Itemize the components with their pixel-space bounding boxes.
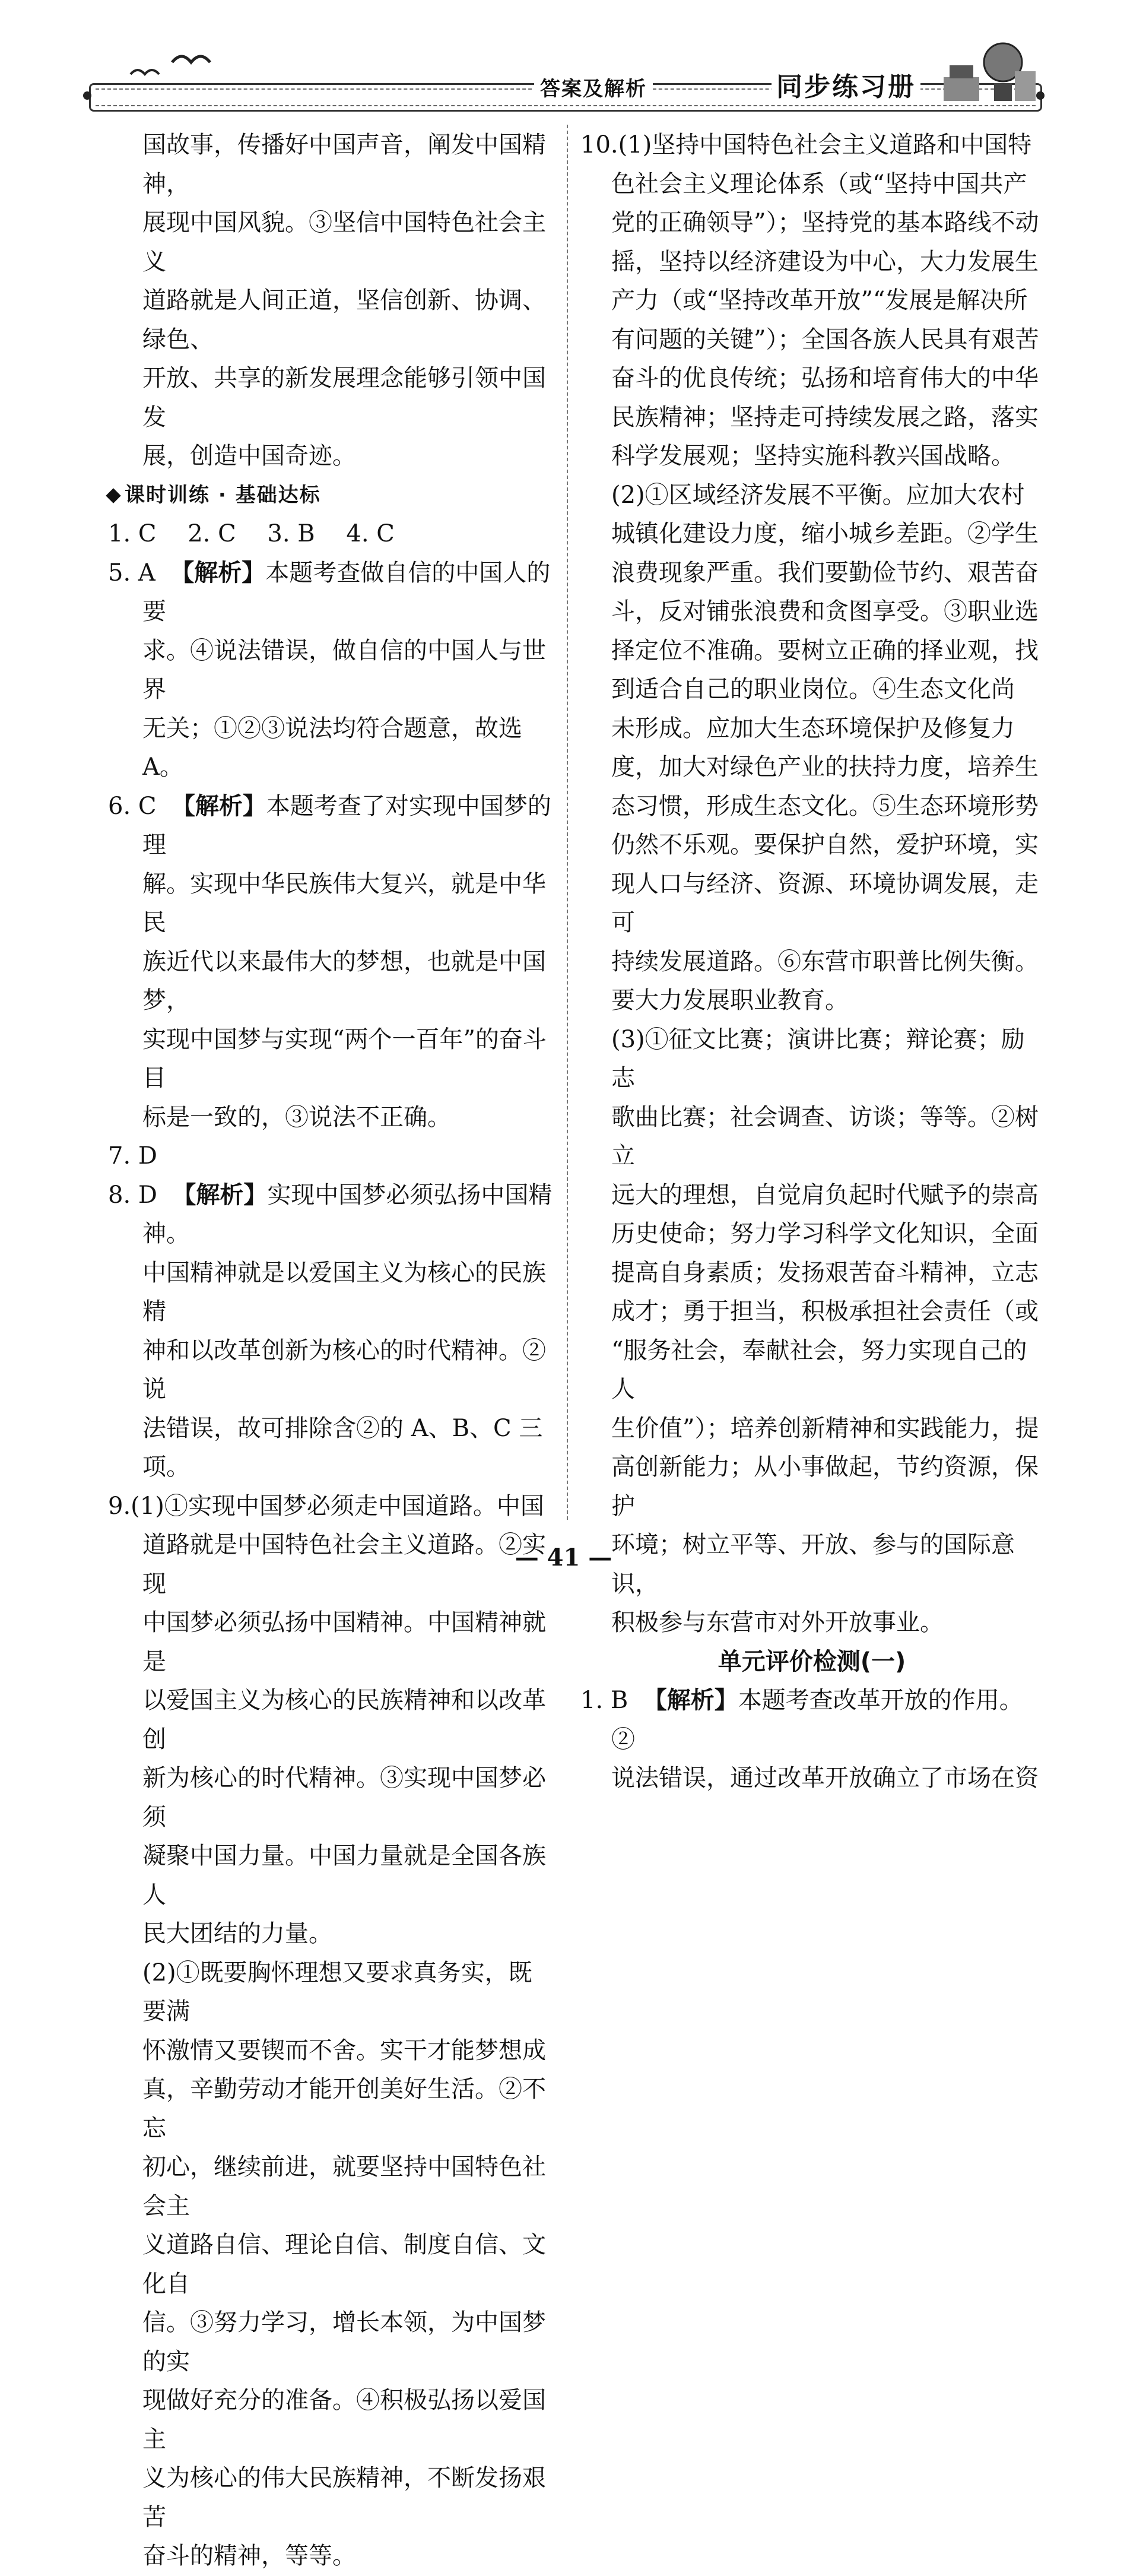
- text-line: 解。实现中华民族伟大复兴，就是中华民: [142, 870, 546, 936]
- column-divider: [567, 125, 568, 1520]
- text-line: 积极参与东营市对外开放事业。: [611, 1609, 944, 1636]
- diamond-icon: [106, 488, 120, 503]
- text-line: 持续发展道路。⑥东营市职普比例失衡。: [611, 948, 1039, 975]
- text-line: 科学发展观；坚持实施科教兴国战略。: [611, 442, 1015, 470]
- text-line: 度，加大对绿色产业的扶持力度，培养生: [611, 753, 1039, 781]
- unit-title: 单元评价检测(一): [718, 1647, 906, 1675]
- text-line: 道路就是中国特色社会主义道路。②实现: [142, 1531, 546, 1598]
- text-line: 成才；勇于担当，积极承担社会责任（或: [611, 1298, 1039, 1325]
- text-line: “服务社会，奉献社会，努力实现自己的人: [611, 1336, 1027, 1403]
- text-line: 党的正确领导”）；坚持党的基本路线不动: [611, 209, 1039, 236]
- text-line: 奋斗的精神，等等。: [142, 2542, 356, 2569]
- text-line: 产力（或“坚持改革开放”“发展是解决所: [611, 287, 1028, 314]
- text-line: 中国梦必须弘扬中国精神。中国精神就是: [142, 1609, 546, 1675]
- text-line: 无关；①②③说法均符合题意，故选 A。: [142, 714, 522, 781]
- text-line: (2)①区域经济发展不平衡。应加大农村: [611, 481, 1025, 509]
- text-line: 中国精神就是以爱国主义为核心的民族精: [142, 1259, 546, 1325]
- text-line: 生价值”）；培养创新精神和实践能力，提: [611, 1414, 1039, 1442]
- text-line: 有问题的关键”）；全国各族人民具有艰苦: [611, 325, 1039, 353]
- text-line: 实现中国梦与实现“两个一百年”的奋斗目: [142, 1025, 547, 1092]
- text-line: 未形成。应加大生态环境保护及修复力: [611, 714, 1015, 742]
- text-line: 凝聚中国力量。中国力量就是全国各族人: [142, 1842, 546, 1909]
- text-line: 说法错误，通过改革开放确立了市场在资: [611, 1764, 1039, 1792]
- text-line: 高创新能力；从小事做起，节约资源，保护: [611, 1453, 1039, 1520]
- text-line: 民族精神；坚持走可持续发展之路，落实: [611, 403, 1039, 431]
- text-line: 要大力发展职业教育。: [611, 987, 849, 1014]
- text-line: 族近代以来最伟大的梦想，也就是中国梦，: [142, 948, 546, 1014]
- text-line: 神和以改革创新为核心的时代精神。②说: [142, 1336, 546, 1403]
- header-center-title: 答案及解析: [534, 72, 653, 102]
- section-heading: 课时训练 · 基础达标: [108, 476, 553, 515]
- text-line: 仍然不乐观。要保护自然，爱护环境，实: [611, 831, 1039, 858]
- text-line: 摇，坚持以经济建设为中心，大力发展生: [611, 248, 1039, 275]
- answer-item: 2. C: [188, 520, 236, 547]
- text-line: 开放、共享的新发展理念能够引领中国发: [142, 365, 546, 431]
- text-line: 义为核心的伟大民族精神，不断发扬艰苦: [142, 2464, 546, 2531]
- dot-icon: [83, 91, 91, 100]
- text-line: 历史使命；努力学习科学文化知识，全面: [611, 1220, 1039, 1247]
- text-line: 城镇化建设力度，缩小城乡差距。②学生: [611, 520, 1039, 547]
- text-line: 以爱国主义为核心的民族精神和以改革创: [142, 1687, 546, 1753]
- text-line: 现人口与经济、资源、环境协调发展，走可: [611, 870, 1039, 936]
- text-line: 现做好充分的准备。④积极弘扬以爱国主: [142, 2387, 546, 2453]
- text-line: (2)①既要胸怀理想又要求真务实，既要满: [142, 1959, 532, 2025]
- text-line: 到适合自己的职业岗位。④生态文化尚: [611, 676, 1015, 703]
- text-line: 信。③努力学习，增长本领，为中国梦的实: [142, 2309, 546, 2375]
- text-line: 新为核心的时代精神。③实现中国梦必须: [142, 1764, 546, 1831]
- text-line: 展，创造中国奇迹。: [142, 442, 356, 470]
- text-line: 民大团结的力量。: [142, 1920, 332, 1947]
- text-line: 择定位不准确。要树立正确的择业观，找: [611, 636, 1039, 664]
- header-book-title: 同步练习册: [772, 65, 920, 103]
- text-line: 歌曲比赛；社会调查、访谈；等等。②树立: [611, 1103, 1039, 1170]
- text-line: 环境；树立平等、开放、参与的国际意识，: [611, 1531, 1015, 1598]
- text-line: 国故事，传播好中国声音，阐发中国精神，: [142, 131, 546, 198]
- text-line: 展现中国风貌。③坚信中国特色社会主义: [142, 209, 546, 275]
- answer-item: 1. C: [108, 520, 157, 547]
- text-line: (3)①征文比赛；演讲比赛；辩论赛；励志: [611, 1025, 1025, 1092]
- answers-row: [108, 515, 553, 554]
- page-number: — 41 —: [515, 1544, 612, 1571]
- text-line: 初心，继续前进，就要坚持中国特色社会主: [142, 2153, 546, 2220]
- text-line: 真，辛勤劳动才能开创美好生活。②不忘: [142, 2076, 546, 2142]
- answer-q5: 5. A 【解析】本题考查做自信的中国人的要: [108, 559, 551, 625]
- text-line: 标是一致的，③说法不正确。: [142, 1103, 451, 1131]
- text-line: 义道路自信、理论自信、制度自信、文化自: [142, 2231, 546, 2298]
- answer-q9: 9.(1)①实现中国梦必须走中国道路。中国: [108, 1492, 544, 1520]
- text-line: 怀激情又要锲而不舍。实干才能梦想成: [142, 2036, 546, 2064]
- answer-q10: 10.(1)坚持中国特色社会主义道路和中国特: [580, 131, 1032, 159]
- answer-q8: 8. D 【解析】实现中国梦必须弘扬中国精神。: [108, 1181, 553, 1247]
- text-line: 色社会主义理论体系（或“坚持中国共产: [611, 170, 1027, 198]
- answer-item: 3. B: [267, 520, 315, 547]
- answer-q6: 6. C 【解析】本题考查了对实现中国梦的理: [108, 792, 551, 858]
- text-line: 道路就是人间正道，坚信创新、协调、绿色、: [142, 287, 546, 353]
- answer-item: 4. C: [346, 520, 395, 547]
- text-line: 态习惯，形成生态文化。⑤生态环境形势: [611, 792, 1039, 820]
- page-header: [83, 42, 1045, 119]
- answer-q7: 7. D: [108, 1142, 157, 1170]
- text-line: 浪费现象严重。我们要勤俭节约、艰苦奋: [611, 559, 1039, 587]
- text-line: 远大的理想，自觉肩负起时代赋予的崇高: [611, 1181, 1039, 1209]
- text-line: 法错误，故可排除含②的 A、B、C 三项。: [142, 1414, 543, 1481]
- answer-u1: 1. B 【解析】本题考查改革开放的作用。②: [580, 1687, 1023, 1753]
- text-line: 求。④说法错误，做自信的中国人与世界: [142, 636, 546, 703]
- text-line: 奋斗的优良传统；弘扬和培育伟大的中华: [611, 365, 1039, 392]
- left-column: [108, 126, 553, 2576]
- globe-books-icon: [938, 36, 1039, 107]
- birds-icon: [119, 42, 226, 89]
- text-line: 提高自身素质；发扬艰苦奋斗精神，立志: [611, 1259, 1039, 1287]
- text-line: 斗，反对铺张浪费和贪图享受。③职业选: [611, 598, 1039, 625]
